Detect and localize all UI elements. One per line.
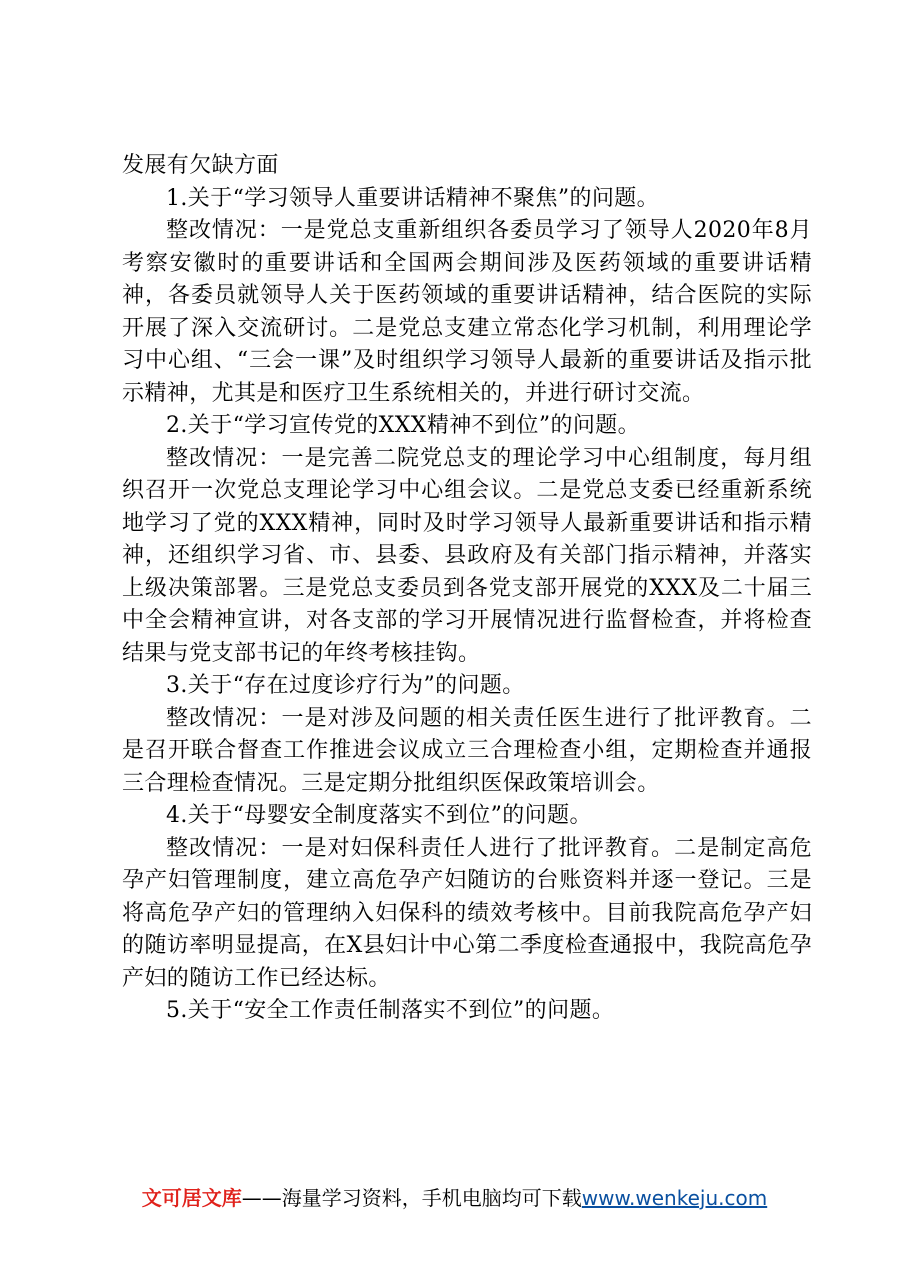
footer-banner (0, 1182, 909, 1211)
issue-1-title: 1.关于“学习领导人重要讲话精神不聚焦”的问题。 (166, 185, 660, 211)
issue-1-rectification: 整改情况：一是党总支重新组织各委员学习了领导人2020年8月考察安徽时的重要讲话和全国两会期间涉及医药领域的重要讲话精神，各委员就领导人关于医药领域的重要讲话精神，结合医院的实际开展了深入交流研讨。二是党总支建立常态化学习机制，利用理论学习中心组、“三会一课”及时组织学习领导人最新的重要讲话及指示批示精神，尤其是和医疗卫生系统相关的，并进行研讨交流。 (122, 218, 812, 406)
footer-brand: 文可居文库 (141, 1186, 242, 1210)
footer-tagline: ——海量学习资料，手机电脑均可下载 (241, 1186, 582, 1210)
issue-4-rectification: 整改情况：一是对妇保科责任人进行了批评教育。二是制定高危孕产妇管理制度，建立高危孕产妇随访的台账资料并逐一登记。三是将高危孕产妇的管理纳入妇保科的绩效考核中。目前我院高危孕产妇的随访率明显提高，在X县妇计中心第二季度检查通报中，我院高危孕产妇的随访工作已经达标。 (122, 835, 812, 991)
issue-5-title: 5.关于“安全工作责任制落实不到位”的问题。 (166, 998, 615, 1023)
issue-2-rectification: 整改情况：一是完善二院党总支的理论学习中心组制度，每月组织召开一次党总支理论学习中心组会议。二是党总支委已经重新系统地学习了党的XXX精神，同时及时学习领导人最新重要讲话和指示精神，还组织学习省、市、县委、县政府及有关部门指示精神，并落实上级决策部署。三是党总支委员到各党支部开展党的XXX及二十届三中全会精神宣讲，对各支部的学习开展情况进行监督检查，并将检查结果与党支部书记的年终考核挂钩。 (122, 445, 812, 666)
footer-website-link[interactable]: www.wenkeju.com (581, 1186, 768, 1210)
document-body (122, 150, 812, 1028)
issue-4-title: 4.关于“母婴安全制度落实不到位”的问题。 (166, 803, 592, 828)
issue-3-title: 3.关于“存在过度诊疗行为”的问题。 (166, 673, 525, 698)
section-heading-continued: 发展有欠缺方面 (122, 153, 279, 178)
issue-2-title: 2.关于“学习宣传党的XXX精神不到位”的问题。 (166, 413, 641, 438)
issue-3-rectification: 整改情况：一是对涉及问题的相关责任医生进行了批评教育。二是召开联合督查工作推进会议成立三合理检查小组，定期检查并通报三合理检查情况。三是定期分批组织医保政策培训会。 (122, 705, 812, 796)
